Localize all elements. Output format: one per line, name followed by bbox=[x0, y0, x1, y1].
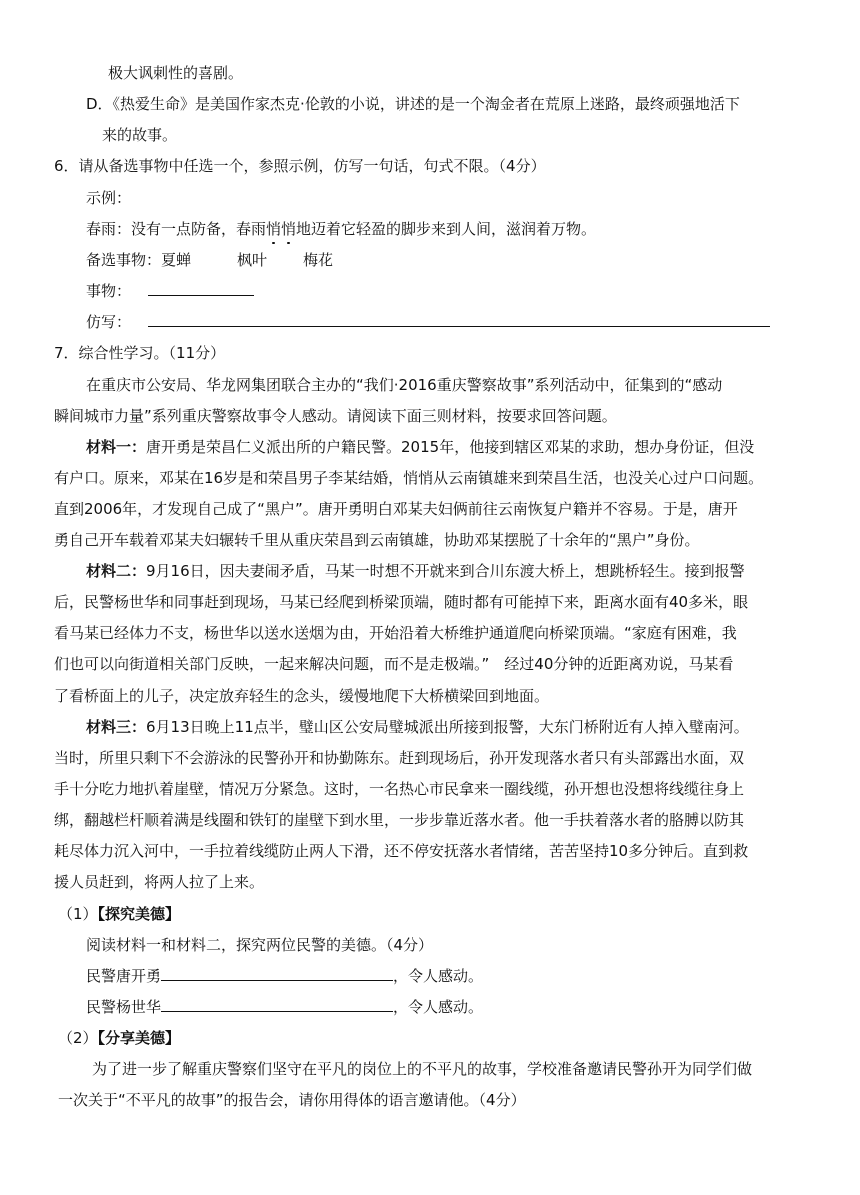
material-1-line4: 勇自己开车载着邓某夫妇辗转千里从重庆荣昌到云南镇雄，协助邓某摆脱了十余年的“黑户”身份。 bbox=[54, 531, 700, 549]
q6-options-row bbox=[86, 250, 333, 270]
material-3-line2: 当时，所里只剩下不会游泳的民警孙开和协勤陈东。赶到现场后，孙开发现落水者只有头部露出水面，双 bbox=[54, 749, 745, 767]
sub1-answer-row-a bbox=[86, 966, 483, 986]
q6-imitate-label: 仿写： bbox=[86, 313, 132, 331]
q6-emphasis-char-2: 悄 bbox=[281, 220, 297, 238]
material-3-line4: 绑，翻越栏杆顺着满是线圈和铁钉的崖壁下到水里，一步步靠近落水者。他一手扶着落水者的胳膊以防其 bbox=[54, 811, 745, 829]
sub1-answer-b-tail: ，令人感动。 bbox=[393, 998, 484, 1016]
sub1-answer-a-blank[interactable] bbox=[161, 966, 393, 981]
material-1-line1 bbox=[86, 437, 754, 457]
q6-example-sentence bbox=[86, 219, 596, 239]
q6-imitate-row bbox=[86, 312, 770, 332]
q6-example-part1: 春雨：没有一点防备，春雨 bbox=[86, 220, 267, 238]
material-2-line5: 了看桥面上的儿子，决定放弃轻生的念头，缓慢地爬下大桥横梁回到地面。 bbox=[54, 687, 550, 705]
q5-option-d-line1: D．《热爱生命》是美国作家杰克·伦敦的小说，讲述的是一个淘金者在荒原上迷路，最终顽强地活下 bbox=[86, 95, 740, 113]
material-1-text: 唐开勇是荣昌仁义派出所的户籍民警。2015年，他接到辖区邓某的求助，想办身份证，但没 bbox=[146, 438, 755, 456]
q6-example-label: 示例： bbox=[86, 189, 132, 207]
q6-example-part2: 地迈着它轻盈的脚步来到人间，滋润着万物。 bbox=[296, 220, 597, 238]
sub1-number: （1） bbox=[58, 905, 98, 923]
sub1-answer-b-label: 民警杨世华 bbox=[86, 998, 162, 1016]
material-3-line1 bbox=[86, 717, 749, 737]
q6-stem: 6．请从备选事物中任选一个，参照示例，仿写一句话，句式不限。（4分） bbox=[54, 157, 546, 175]
q6-option-1: 夏蝉 bbox=[161, 251, 192, 269]
material-1-label: 材料一： bbox=[86, 438, 147, 456]
q5-option-c-tail: 极大讽刺性的喜剧。 bbox=[108, 64, 244, 82]
sub1-answer-a-label: 民警唐开勇 bbox=[86, 967, 162, 985]
material-2-line3: 看马某已经体力不支，杨世华以送水送烟为由，开始沿着大桥维护通道爬向桥梁顶端。“家庭有困难，我 bbox=[54, 624, 737, 642]
sub1-answer-b-blank[interactable] bbox=[161, 997, 393, 1012]
sub1-title: 【探究美德】 bbox=[97, 905, 181, 923]
sub1-answer-row-b bbox=[86, 997, 483, 1017]
sub2-heading bbox=[58, 1028, 180, 1048]
material-2-line1 bbox=[86, 561, 745, 581]
q6-imitate-answer-blank[interactable] bbox=[148, 312, 770, 327]
material-1-line2: 有户口。原来，邓某在16岁是和荣昌男子李某结婚，悄悄从云南镇雄来到荣昌生活，也没关心过户口问题。 bbox=[54, 469, 764, 487]
q7-stem: 7．综合性学习。（11分） bbox=[54, 344, 226, 362]
sub2-question-line2: 一次关于“不平凡的故事”的报告会，请你用得体的语言邀请他。（4分） bbox=[58, 1091, 526, 1109]
material-3-line5: 耗尽体力沉入河中，一手拉着线缆防止两人下滑，还不停安抚落水者情绪，苦苦坚持10多分钟后。直到救 bbox=[54, 842, 749, 860]
q6-thing-answer-blank[interactable] bbox=[148, 281, 254, 296]
material-3-line6: 援人员赶到，将两人拉了上来。 bbox=[54, 873, 265, 891]
material-2-line2: 后，民警杨世华和同事赶到现场，马某已经爬到桥梁顶端，随时都有可能掉下来，距离水面有40多米，眼 bbox=[54, 593, 749, 611]
material-3-label: 材料三： bbox=[86, 718, 147, 736]
q7-intro-line2: 瞬间城市力量”系列重庆警察故事令人感动。请阅读下面三则材料，按要求回答问题。 bbox=[54, 407, 617, 425]
sub1-question: 阅读材料一和材料二，探究两位民警的美德。（4分） bbox=[86, 936, 434, 954]
material-3-text: 6月13日晚上11点半，璧山区公安局璧城派出所接到报警，大东门桥附近有人掉入璧南河。 bbox=[146, 718, 749, 736]
material-2-label: 材料二： bbox=[86, 562, 147, 580]
sub2-title: 【分享美德】 bbox=[97, 1029, 181, 1047]
q6-emphasis-char-1: 悄 bbox=[266, 220, 282, 238]
material-3-line3: 手十分吃力地扒着崖壁，情况万分紧急。这时，一名热心市民拿来一圈线缆，孙开想也没想将线缆往身上 bbox=[54, 780, 745, 798]
material-2-line4: 们也可以向街道相关部门反映，一起来解决问题，而不是走极端。” 经过40分钟的近距离劝说，马某看 bbox=[54, 655, 734, 673]
q6-option-2: 枫叶 bbox=[237, 251, 268, 269]
sub2-question-line1: 为了进一步了解重庆警察们坚守在平凡的岗位上的不平凡的故事，学校准备邀请民警孙开为同学们做 bbox=[92, 1060, 753, 1078]
q6-thing-row bbox=[86, 281, 254, 301]
q6-options-label: 备选事物： bbox=[86, 251, 162, 269]
q5-option-d-line2: 来的故事。 bbox=[102, 126, 178, 144]
q6-thing-label: 事物： bbox=[86, 282, 132, 300]
sub1-answer-a-tail: ，令人感动。 bbox=[393, 967, 484, 985]
sub2-number: （2） bbox=[58, 1029, 98, 1047]
material-2-text: 9月16日，因夫妻闹矛盾，马某一时想不开就来到合川东渡大桥上，想跳桥轻生。接到报警 bbox=[146, 562, 745, 580]
q6-option-3: 梅花 bbox=[303, 251, 334, 269]
q7-intro-line1: 在重庆市公安局、华龙网集团联合主办的“我们·2016重庆警察故事”系列活动中，征集到的“感动 bbox=[86, 376, 723, 394]
sub1-heading bbox=[58, 904, 180, 924]
material-1-line3: 直到2006年，才发现自己成了“黑户”。唐开勇明白邓某夫妇俩前往云南恢复户籍并不容易。于是，唐开 bbox=[54, 500, 738, 518]
